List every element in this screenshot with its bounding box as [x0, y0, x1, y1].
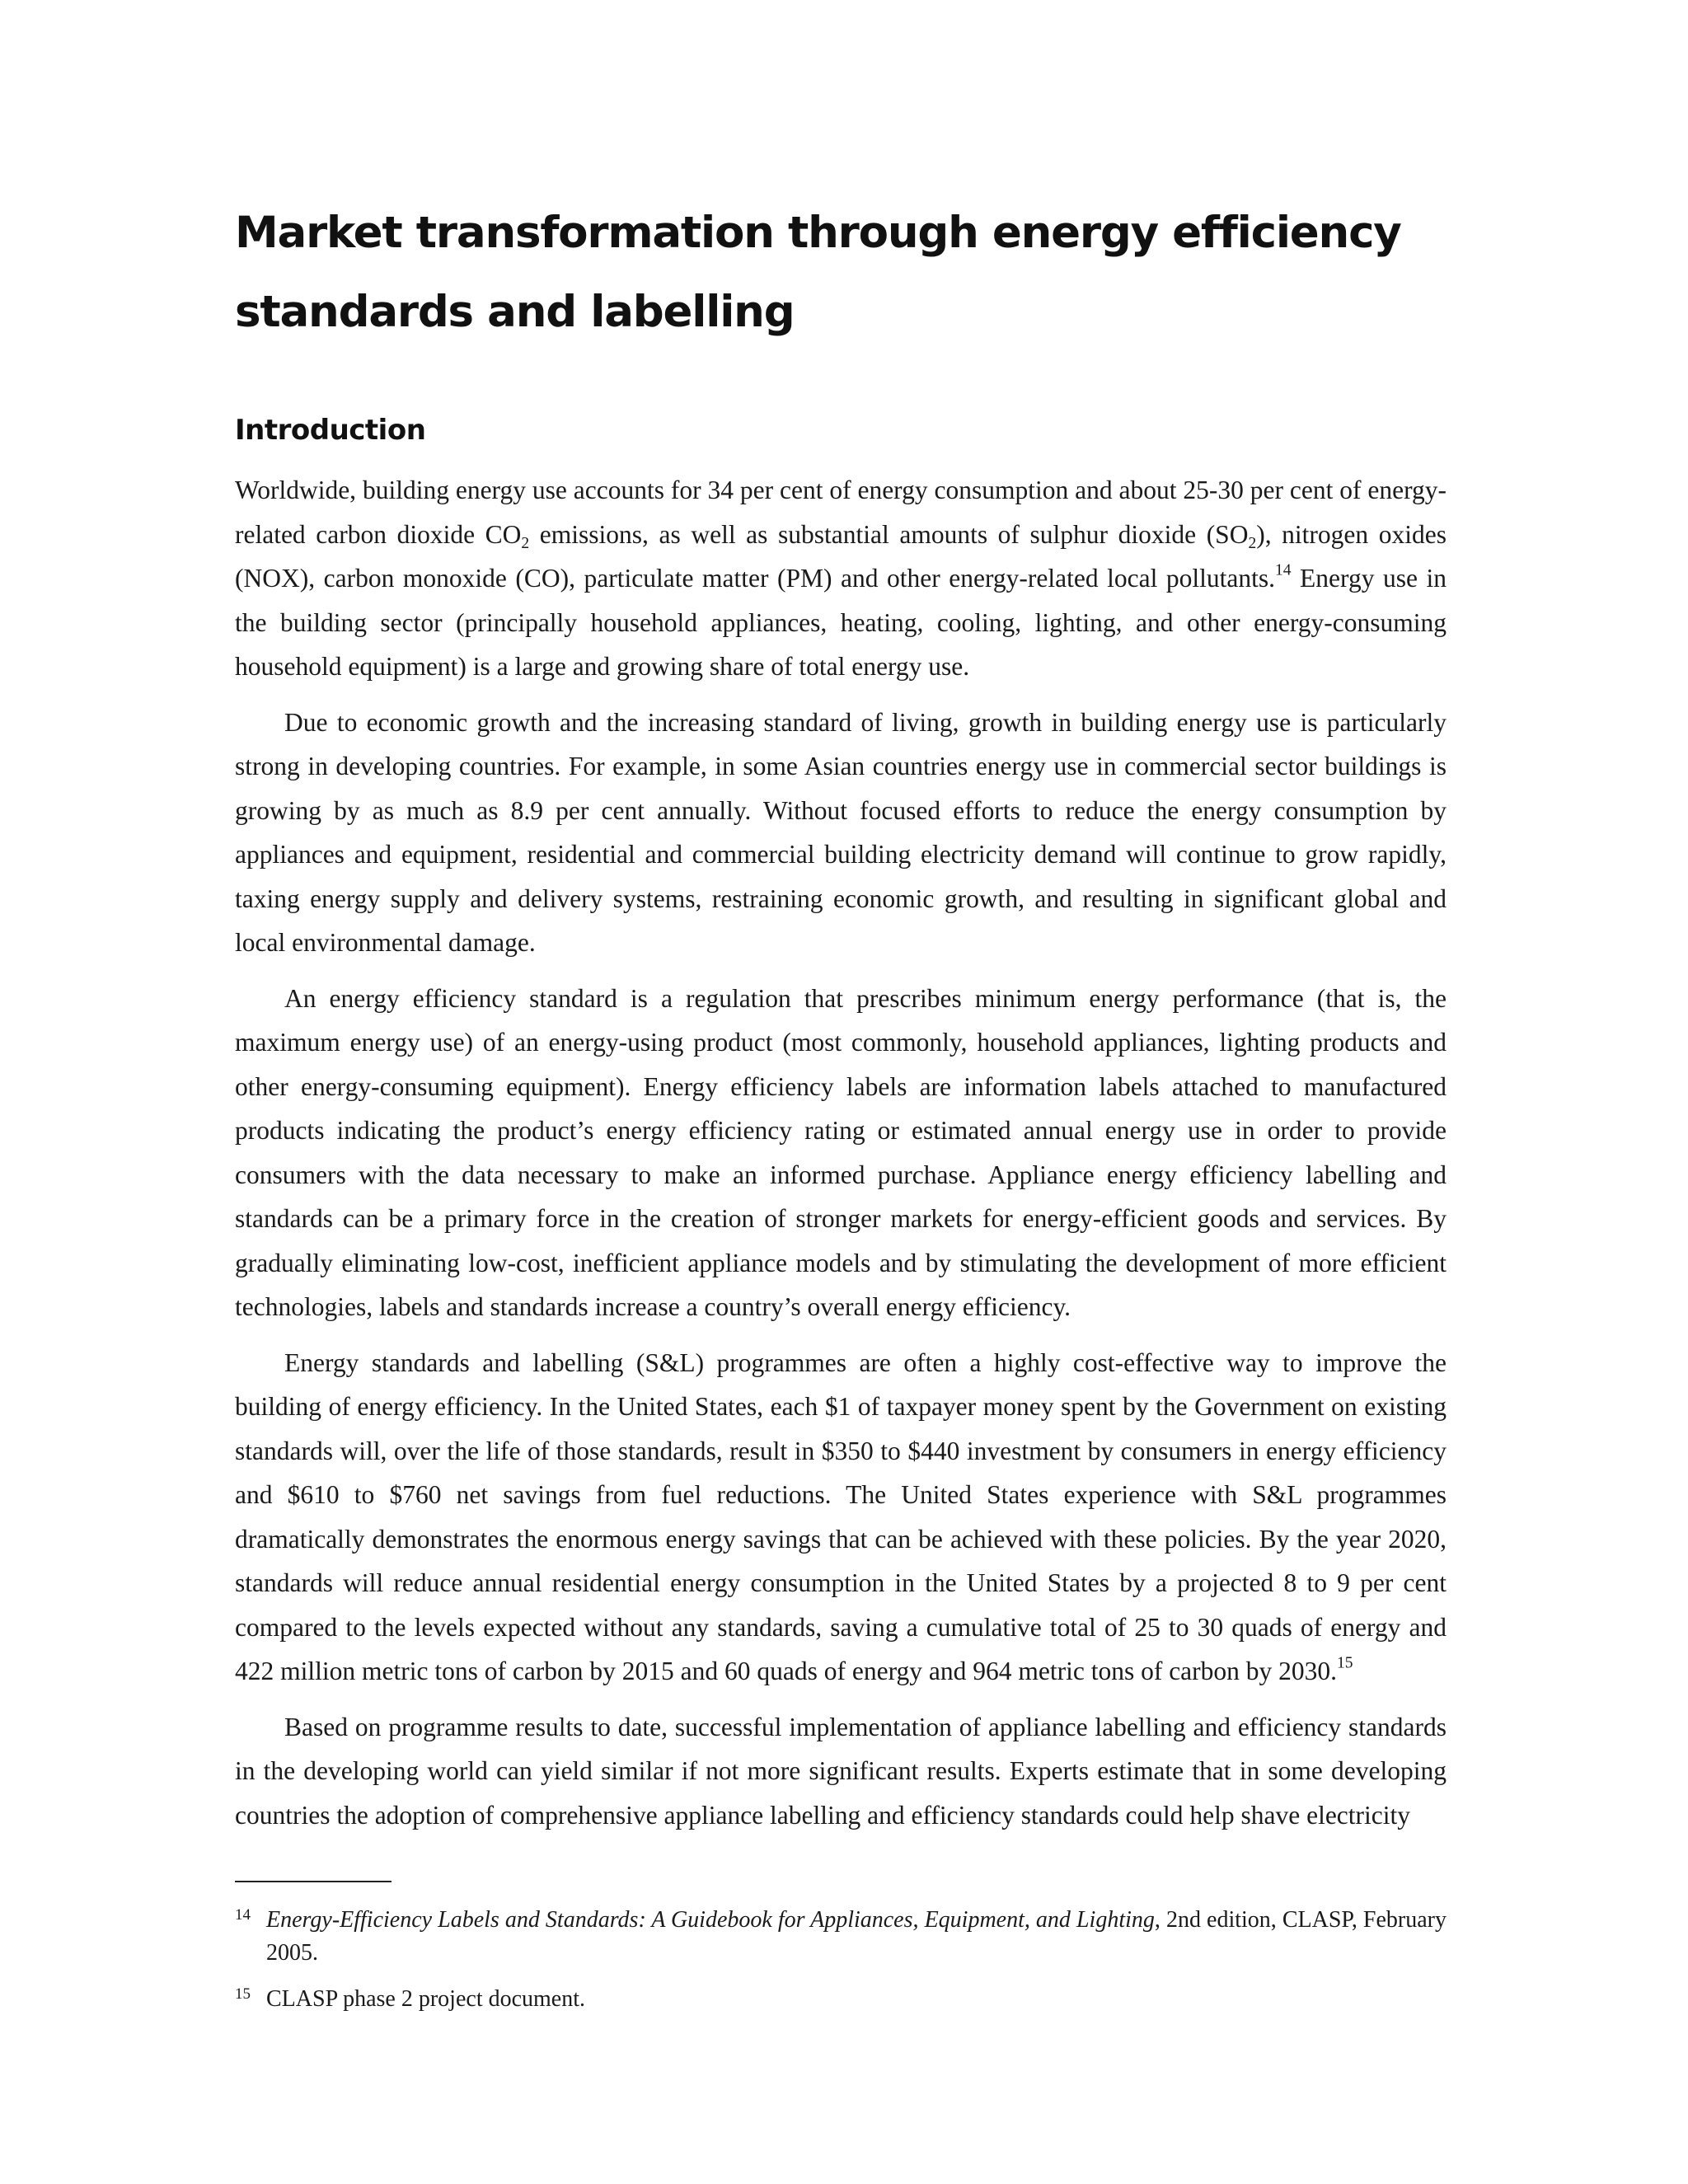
paragraph-1	[235, 468, 1447, 689]
footnote-14-number: 14	[235, 1906, 251, 1924]
footnote-divider	[235, 1881, 392, 1882]
paragraph-3: An energy efficiency standard is a regulation that prescribes minimum energy performance (that is, the maximum energy use) of an energy-using product (most commonly, household appliances, lighting products and other energy-consuming equipment). Energy efficiency labels are information labels attached to manufactured products indicating the product’s energy efficiency rating or estimated annual energy use in order to provide consumers with the data necessary to make an informed purchase. Appliance energy efficiency labelling and standards can be a primary force in the creation of stronger markets for energy-efficient goods and services. By gradually eliminating low-cost, inefficient appliance models and by stimulating the development of more efficient technologies, labels and standards increase a country’s overall energy efficiency.	[235, 983, 1447, 1321]
paragraph-4	[235, 1341, 1447, 1694]
footnote-14-title: Energy-Efficiency Labels and Standards: A Guidebook for Appliances, Equipment, and Lighting	[266, 1907, 1155, 1933]
p1-part-c: ), nitrogen oxides (NOX), carbon monoxide (CO), particulate matter (PM) and other energy-related local pollutants.	[235, 519, 1447, 593]
co2-subscript: 2	[521, 534, 530, 552]
footnote-14	[235, 1904, 1447, 1970]
footnote-14-rest: , 2nd edition, CLASP, February 2005.	[266, 1907, 1447, 1966]
page-title	[235, 194, 1447, 352]
footnote-ref-14[interactable]: 14	[1275, 561, 1292, 579]
footnote-15-text: CLASP phase 2 project document.	[266, 1986, 586, 2012]
so2-subscript: 2	[1248, 534, 1257, 552]
p4-text: Energy standards and labelling (S&L) programmes are often a highly cost-effective way to improve the building of energy efficiency. In the United States, each $1 of taxpayer money spent by the Government on existing standards will, over the life of those standards, result in $350 to $440 investment by consumers in energy efficiency and $610 to $760 net savings from fuel reductions. The United States experience with S&L programmes dramatically demonstrates the enormous energy savings that can be achieved with these policies. By the year 2020, standards will reduce annual residential energy consumption in the United States by a projected 8 to 9 per cent compared to the levels expected without any standards, saving a cumulative total of 25 to 30 quads of energy and 422 million metric tons of carbon by 2015 and 60 quads of energy and 964 metric tons of carbon by 2030.	[235, 1347, 1447, 1685]
p1-part-a: Worldwide, building energy use accounts for 34 per cent of energy consumption and about 25-30 per cent of energy-related carbon dioxide CO	[235, 476, 1447, 549]
body-text	[235, 468, 1447, 1849]
footnotes	[235, 1904, 1447, 2029]
paragraph-5: Based on programme results to date, successful implementation of appliance labelling and efficiency standards in the developing world can yield similar if not more significant results. Experts estimate that in some developing countries the adoption of comprehensive appliance labelling and efficiency standards could help shave electricity	[235, 1712, 1447, 1830]
footnote-15	[235, 1983, 1447, 2016]
section-heading-introduction: Introduction	[235, 414, 426, 447]
footnote-15-number: 15	[235, 1985, 251, 2003]
title-line-2: standards and labelling	[235, 287, 795, 337]
title-line-1: Market transformation through energy efficiency	[235, 208, 1401, 258]
paragraph-2: Due to economic growth and the increasing standard of living, growth in building energy use is particularly strong in developing countries. For example, in some Asian countries energy use in commercial sector buildings is growing by as much as 8.9 per cent annually. Without focused efforts to reduce the energy consumption by appliances and equipment, residential and commercial building electricity demand will continue to grow rapidly, taxing energy supply and delivery systems, restraining economic growth, and resulting in significant global and local environmental damage.	[235, 707, 1447, 957]
p1-part-b: emissions, as well as substantial amounts of sulphur dioxide (SO	[529, 519, 1249, 549]
footnote-ref-15[interactable]: 15	[1337, 1654, 1353, 1672]
p1-part-d: Energy use in the building sector (principally household appliances, heating, cooling, lighting, and other energy-consuming household equipment) is a large and growing share of total energy use.	[235, 564, 1447, 681]
